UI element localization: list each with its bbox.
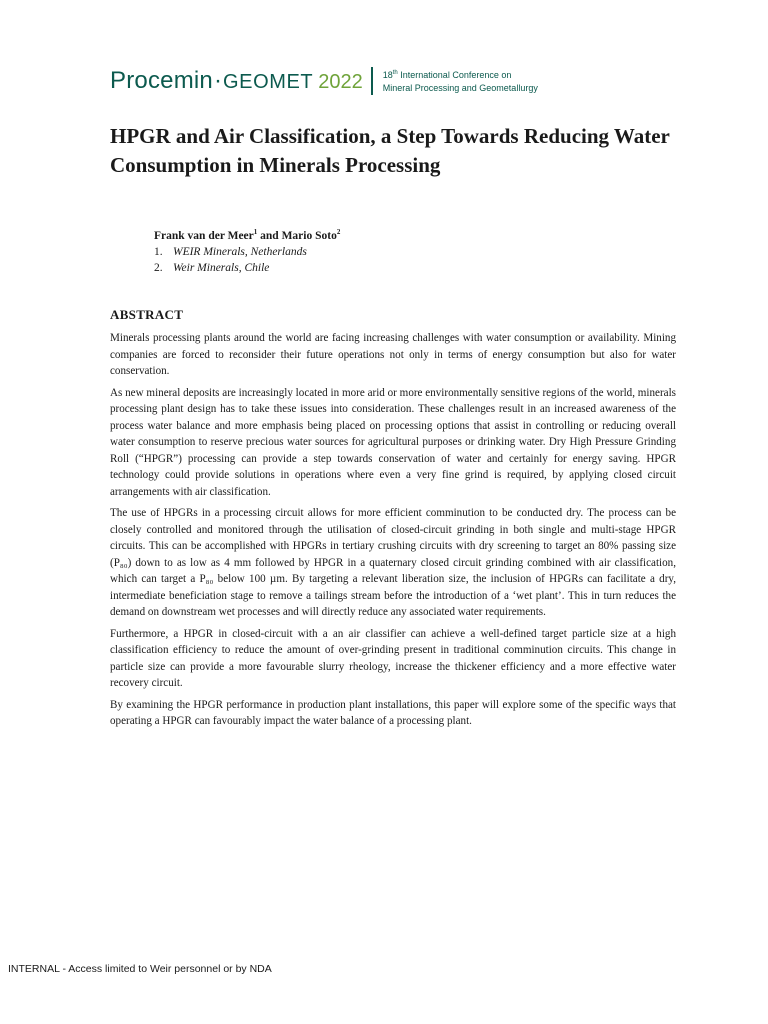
author-2-affil: 2 [336,228,341,236]
conference-header [110,66,538,96]
conference-line-1-text: International Conference on [397,70,512,80]
conference-line-2: Mineral Processing and Geometallurgy [382,83,538,93]
affiliation-1-number: 1. [154,246,163,258]
paper-title: HPGR and Air Classification, a Step Towards Reducing Water Consumption in Minerals Processing [110,124,670,177]
abstract-paragraph-2: As new mineral deposits are increasingly located in more arid or more environmentally sensitive regions of the world, minerals processing plant design has to take these issues into consideration. These challenges result in an increased awareness of the process water balance and more emphasis being placed on processing options that assist in controlling or reducing overall water consumption to reserve precious water sources for agricultural purposes or drinking water. Dry High Pressure Grinding Roll (“HPGR”) processing can provide a step towards conservation of water and certainly for energy saving. HPGR technology could provide solutions in operations where even a very fine grind is required, by applying closed circuit arrangements with air classification. [110,386,676,498]
affiliation-2-number: 2. [154,262,163,274]
logo-dot: · [213,67,222,94]
logo-year: 2022 [318,71,363,93]
classification-footer: INTERNAL - Access limited to Weir personnel or by NDA [8,963,272,975]
conference-number: 18 [382,70,393,80]
author-2: Mario Soto [281,229,337,242]
abstract-paragraph-1: Minerals processing plants around the world are facing increasing challenges with water consumption or availability. Mining companies are forced to reconsider their future operations not only in terms of energy consumption but also for water conservation. [110,332,676,377]
author-conjunction: and [257,229,282,242]
logo-geomet: GEOMET [222,71,314,93]
author-line [154,228,340,242]
author-1: Frank van der Meer [154,229,254,242]
affiliation-2 [154,262,269,274]
abstract-paragraph-4: Furthermore, a HPGR in closed-circuit with a an air classifier can achieve a well-defined target particle size at a high classification efficiency to reduce the amount of over-grinding present in traditional comminution circuits. This change in particle size can provide a more favourable slurry rheology, increase the thickener efficiency and a more effective water recovery circuit. [110,627,676,689]
header-divider [371,67,373,95]
abstract-heading: ABSTRACT [110,307,184,322]
abstract-body [110,330,676,735]
abstract-paragraph-5: By examining the HPGR performance in production plant installations, this paper will explore some of the specific ways that operating a HPGR can favourably impact the water balance of a processing plant. [110,698,676,727]
conference-line-1 [383,67,538,82]
affiliation-1 [154,246,307,258]
abstract-paragraph-3: The use of HPGRs in a processing circuit allows for more efficient comminution to be conducted dry. The process can be closely controlled and monitored through the utilisation of closed-circuit grinding in both single and multi-stage HPGR circuits. This can be accomplished with HPGRs in tertiary crushing circuits with dry screening to target an 80% passing size (P₈₀) down to as low as 4 mm followed by HPGR in a quaternary closed circuit grinding combined with air classification, which can target a P₈₀ below 100 µm. By targeting a relevant liberation size, the inclusion of HPGRs can facilitate a dry, intermediate beneficiation stage to remove a tailings stream before the introduction of a ‘wet plant’. This in turn reduces the demand on downstream wet processes and will directly reduce any associated water requirements. [110,507,676,618]
conference-logo [110,69,363,93]
conference-name [383,67,538,95]
affiliation-1-text: WEIR Minerals, Netherlands [173,246,307,258]
author-1-affil: 1 [253,228,258,236]
affiliation-2-text: Weir Minerals, Chile [173,262,270,274]
logo-procemin: Procemin [110,67,213,94]
conference-ordinal: th [392,70,398,76]
